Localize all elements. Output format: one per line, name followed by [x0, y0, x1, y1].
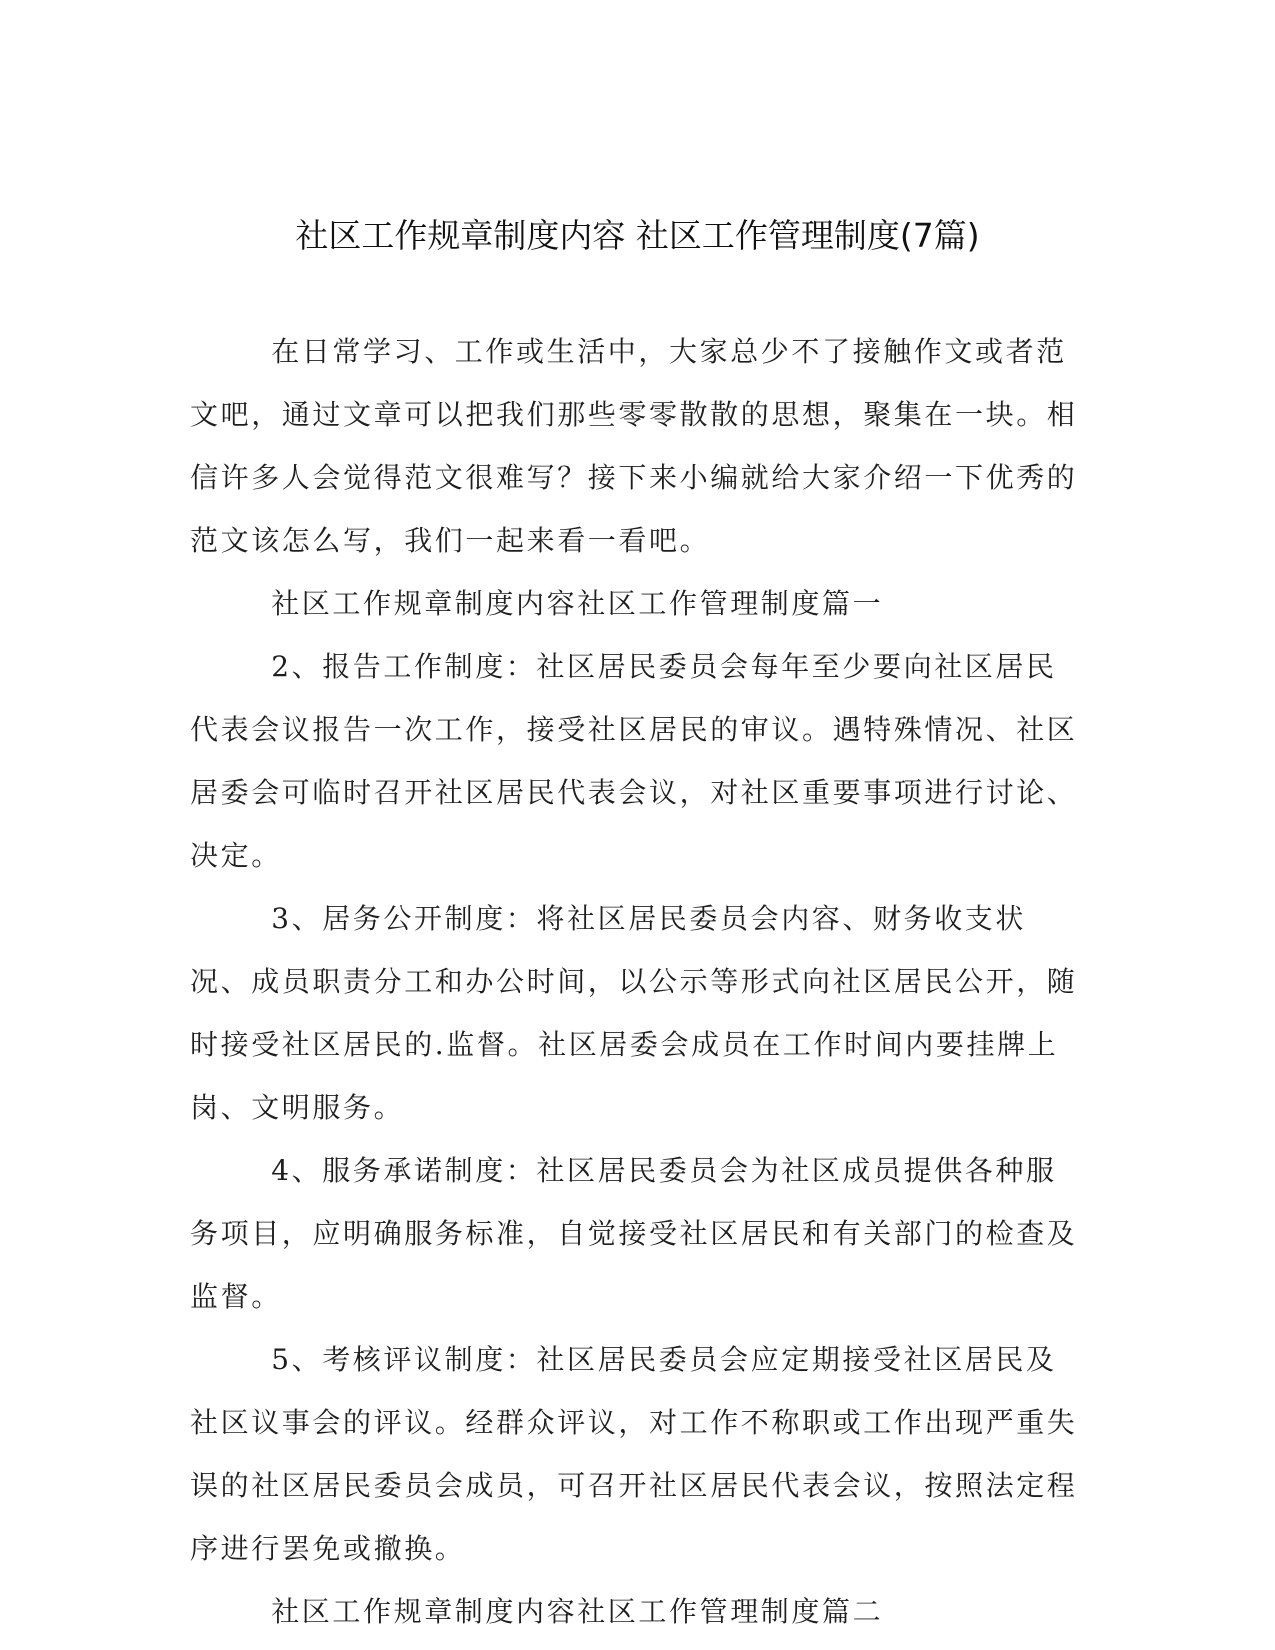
paragraph-item-2: 2、报告工作制度：社区居民委员会每年至少要向社区居民代表会议报告一次工作，接受社区居民的审议。遇特殊情况、社区居委会可临时召开社区居民代表会议，对社区重要事项进行讨论、决定。: [190, 650, 1078, 872]
section-heading-2: 社区工作规章制度内容社区工作管理制度篇二: [271, 1595, 884, 1628]
document-body: [190, 320, 1078, 1643]
paragraph-item-3: 3、居务公开制度：将社区居民委员会内容、财务收支状况、成员职责分工和办公时间，以公示等形式向社区居民公开，随时接受社区居民的.监督。社区居委会成员在工作时间内要挂牌上岗、文明服务。: [190, 902, 1078, 1124]
section-heading-1: 社区工作规章制度内容社区工作管理制度篇一: [271, 587, 884, 620]
paragraph-item-5: 5、考核评议制度：社区居民委员会应定期接受社区居民及社区议事会的评议。经群众评议，对工作不称职或工作出现严重失误的社区居民委员会成员，可召开社区居民代表会议，按照法定程序进行罢免或撤换。: [190, 1343, 1078, 1565]
paragraph-intro: 在日常学习、工作或生活中，大家总少不了接触作文或者范文吧，通过文章可以把我们那些零零散散的思想，聚集在一块。相信许多人会觉得范文很难写？接下来小编就给大家介绍一下优秀的范文该怎么写，我们一起来看一看吧。: [190, 335, 1078, 557]
document-title: 社区工作规章制度内容 社区工作管理制度(7篇): [295, 216, 980, 255]
paragraph-item-4: 4、服务承诺制度：社区居民委员会为社区成员提供各种服务项目，应明确服务标准，自觉接受社区居民和有关部门的检查及监督。: [190, 1154, 1078, 1313]
